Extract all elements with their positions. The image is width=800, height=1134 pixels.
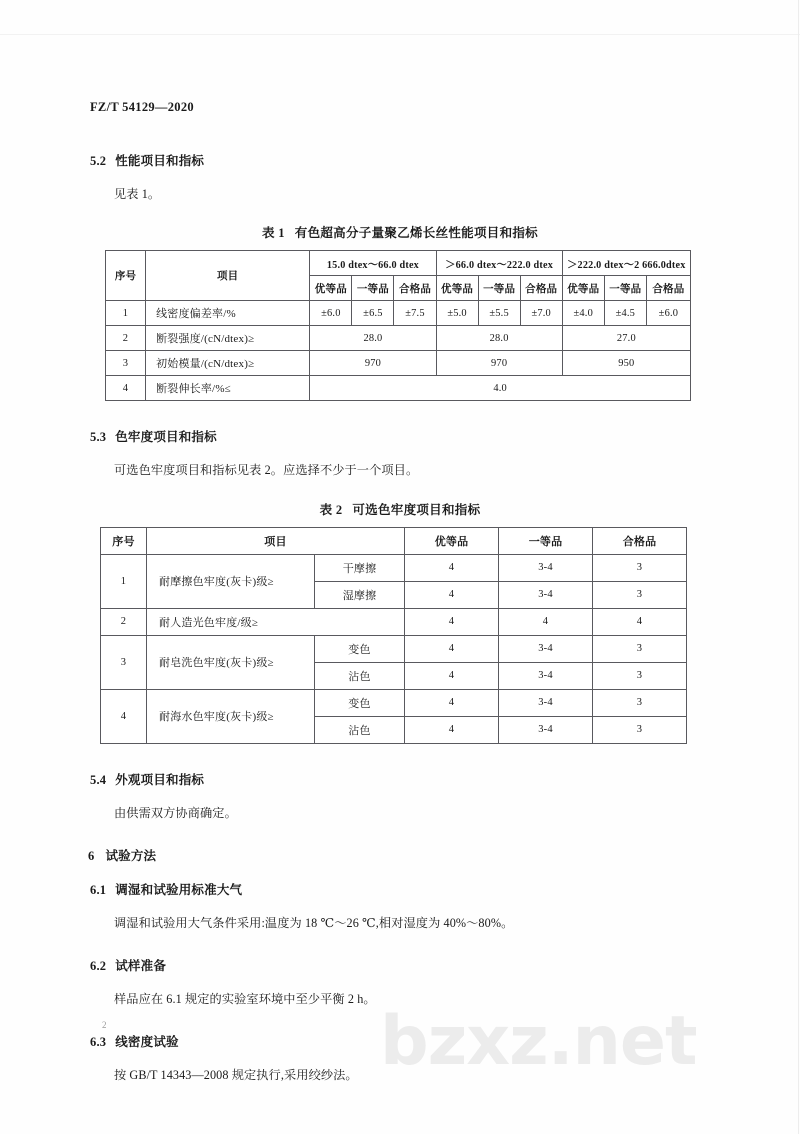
table-1-row-1-value-9: ±6.0	[646, 301, 690, 326]
table-2-row-3-sub-1-value-2: 3-4	[499, 635, 593, 662]
table-2-row-2-value-1: 4	[405, 608, 499, 635]
table-1-row-3-value-2: 970	[436, 351, 562, 376]
table-1-row-2-value-2: 28.0	[436, 326, 562, 351]
table-1-grade-g3-first: 一等品	[604, 276, 646, 301]
table-row	[101, 635, 687, 662]
table-row	[106, 326, 691, 351]
table-2-row-4-sub-2: 沾色	[315, 716, 405, 743]
clause-number: 5.4	[90, 772, 107, 787]
table-2-row-1-sub-2-value-3: 3	[593, 581, 687, 608]
table-2-row-4-index: 4	[101, 689, 147, 743]
table-2-row-4-sub-1-value-2: 3-4	[499, 689, 593, 716]
table-2-row-1-sub-2-value-2: 3-4	[499, 581, 593, 608]
table-1-row-3-value-1: 970	[310, 351, 436, 376]
clause-number: 6	[88, 848, 95, 863]
clause-heading-6-3	[90, 1032, 712, 1050]
table-1-row-1-value-4: ±5.0	[436, 301, 478, 326]
page-number: 2	[102, 1020, 107, 1030]
table-1-caption	[88, 223, 712, 241]
table-2-row-4-sub-1: 变色	[315, 689, 405, 716]
table-1-row-1-item: 线密度偏差率/%	[146, 301, 310, 326]
clause-title: 线密度试验	[115, 1035, 179, 1050]
table-1-row-1-index: 1	[106, 301, 146, 326]
table-row	[106, 376, 691, 401]
table-1-row-2-item: 断裂强度/(cN/dtex)≥	[146, 326, 310, 351]
table-1-grade-g1-qualified: 合格品	[394, 276, 436, 301]
clause-title: 外观项目和指标	[115, 772, 205, 787]
table-1-grade-g2-first: 一等品	[478, 276, 520, 301]
table-1-row-2-index: 2	[106, 326, 146, 351]
table-2-row-3-sub-2: 沾色	[315, 662, 405, 689]
clause-title: 色牢度项目和指标	[115, 430, 217, 445]
table-row	[101, 608, 687, 635]
table-2-caption-text: 可选色牢度项目和指标	[352, 502, 481, 517]
clause-number: 6.3	[90, 1035, 107, 1050]
table-1-row-1-value-7: ±4.0	[562, 301, 604, 326]
clause-body-6-3: 按 GB/T 14343—2008 规定执行,采用绞纱法。	[114, 1068, 358, 1083]
performance-requirements-table	[105, 250, 691, 401]
table-2-row-4-sub-1-value-1: 4	[405, 689, 499, 716]
clause-number: 6.2	[90, 959, 107, 974]
table-1-caption-number: 表 1	[262, 226, 285, 241]
table-1-col-index: 序号	[106, 251, 146, 301]
table-1-grade-g3-qualified: 合格品	[646, 276, 690, 301]
table-row	[106, 351, 691, 376]
clause-heading-6-1	[90, 880, 712, 898]
table-2-row-3-sub-2-value-2: 3-4	[499, 662, 593, 689]
scan-edge-line	[0, 34, 800, 35]
table-2-col-item: 项目	[147, 527, 405, 554]
table-1-row-1-value-8: ±4.5	[604, 301, 646, 326]
table-1-row-1-value-6: ±7.0	[520, 301, 562, 326]
table-2-header-row	[101, 527, 687, 554]
clause-title: 调湿和试验用标准大气	[115, 882, 243, 897]
table-2-row-3-sub-1: 变色	[315, 635, 405, 662]
table-1-row-1-value-2: ±6.5	[352, 301, 394, 326]
table-1-group-2: ＞66.0 dtex～222.0 dtex	[436, 251, 562, 276]
clause-title: 试验方法	[105, 848, 157, 863]
clause-body-6-1: 调湿和试验用大气条件采用:温度为 18 ℃～26 ℃,相对湿度为 40%～80%。	[114, 915, 514, 930]
table-1-header-row-1	[106, 251, 691, 276]
watermark-text: bzxz.net	[380, 1002, 697, 1081]
clause-body-5-3: 可选色牢度项目和指标见表 2。应选择不少于一个项目。	[114, 463, 419, 478]
table-2-col-first: 一等品	[499, 527, 593, 554]
table-2-row-3-index: 3	[101, 635, 147, 689]
table-1-row-3-item: 初始模量/(cN/dtex)≥	[146, 351, 310, 376]
table-2-row-3-item: 耐皂洗色牢度(灰卡)级≥	[147, 635, 315, 689]
clause-heading-5-3	[90, 427, 712, 445]
table-1-row-3-index: 3	[106, 351, 146, 376]
clause-body-6-2: 样品应在 6.1 规定的实验室环境中至少平衡 2 h。	[114, 992, 376, 1007]
table-2-row-4-sub-2-value-1: 4	[405, 716, 499, 743]
clause-heading-6-2	[90, 956, 712, 974]
table-2-caption-number: 表 2	[319, 502, 343, 517]
table-1-row-1-value-5: ±5.5	[478, 301, 520, 326]
table-row	[106, 301, 691, 326]
colour-fastness-table	[100, 527, 687, 744]
table-1-col-item: 项目	[146, 251, 310, 301]
table-1-grade-g2-excellent: 优等品	[436, 276, 478, 301]
table-2-col-qualified: 合格品	[593, 527, 687, 554]
table-2-row-1-index: 1	[101, 554, 147, 608]
table-2-row-1-sub-1-value-3: 3	[593, 554, 687, 581]
table-2-row-2-item: 耐人造光色牢度/级≥	[147, 608, 405, 635]
clause-number: 5.2	[90, 154, 107, 168]
table-2-row-1-sub-1: 干摩擦	[315, 554, 405, 581]
table-1-row-1-value-3: ±7.5	[394, 301, 436, 326]
clause-number: 6.1	[90, 882, 107, 897]
clause-body-5-4: 由供需双方协商确定。	[114, 805, 237, 820]
table-1-row-2-value-3: 27.0	[562, 326, 690, 351]
table-1-row-3-value-3: 950	[562, 351, 690, 376]
table-2-block	[88, 500, 712, 744]
table-1-grade-g3-excellent: 优等品	[562, 276, 604, 301]
table-row	[101, 554, 687, 581]
table-1-group-3: ＞222.0 dtex～2 666.0dtex	[562, 251, 690, 276]
table-1-row-1-value-1: ±6.0	[310, 301, 352, 326]
table-1-row-4-index: 4	[106, 376, 146, 401]
table-1-grade-g2-qualified: 合格品	[520, 276, 562, 301]
table-2-caption	[88, 500, 712, 518]
table-2-row-3-sub-1-value-1: 4	[405, 635, 499, 662]
clause-title: 试样准备	[115, 959, 167, 974]
table-1-grade-g1-first: 一等品	[352, 276, 394, 301]
table-2-row-3-sub-2-value-1: 4	[405, 662, 499, 689]
table-2-col-index: 序号	[101, 527, 147, 554]
table-2-row-2-index: 2	[101, 608, 147, 635]
table-1-row-2-value-1: 28.0	[310, 326, 436, 351]
table-2-row-2-value-3: 4	[593, 608, 687, 635]
clause-heading-5-2	[90, 151, 712, 169]
table-2-col-excellent: 优等品	[405, 527, 499, 554]
table-1-block	[88, 223, 712, 401]
document-code: FZ/T 54129—2020	[90, 100, 194, 114]
table-1-row-4-item: 断裂伸长率/%≤	[146, 376, 310, 401]
page-content	[88, 100, 712, 1109]
table-2-row-4-sub-2-value-2: 3-4	[499, 716, 593, 743]
table-2-row-3-sub-1-value-3: 3	[593, 635, 687, 662]
table-2-row-1-item: 耐摩擦色牢度(灰卡)级≥	[147, 554, 315, 608]
table-2-row-4-sub-1-value-3: 3	[593, 689, 687, 716]
scan-edge-line-right	[798, 0, 799, 1134]
clause-number: 5.3	[90, 430, 107, 445]
table-2-row-3-sub-2-value-3: 3	[593, 662, 687, 689]
clause-body-5-2: 见表 1。	[114, 187, 161, 201]
clause-heading-6	[88, 846, 712, 864]
table-2-row-2-value-2: 4	[499, 608, 593, 635]
table-2-row-1-sub-2-value-1: 4	[405, 581, 499, 608]
table-1-grade-g1-excellent: 优等品	[310, 276, 352, 301]
table-2-row-1-sub-2: 湿摩擦	[315, 581, 405, 608]
table-1-caption-text: 有色超高分子量聚乙烯长丝性能项目和指标	[294, 226, 538, 241]
table-1-row-4-value-1: 4.0	[310, 376, 691, 401]
table-1-group-1: 15.0 dtex～66.0 dtex	[310, 251, 436, 276]
table-2-row-4-sub-2-value-3: 3	[593, 716, 687, 743]
clause-title: 性能项目和指标	[115, 154, 205, 168]
table-2-row-1-sub-1-value-2: 3-4	[499, 554, 593, 581]
table-2-row-1-sub-1-value-1: 4	[405, 554, 499, 581]
clause-heading-5-4	[90, 770, 712, 788]
table-2-row-4-item: 耐海水色牢度(灰卡)级≥	[147, 689, 315, 743]
table-row	[101, 689, 687, 716]
